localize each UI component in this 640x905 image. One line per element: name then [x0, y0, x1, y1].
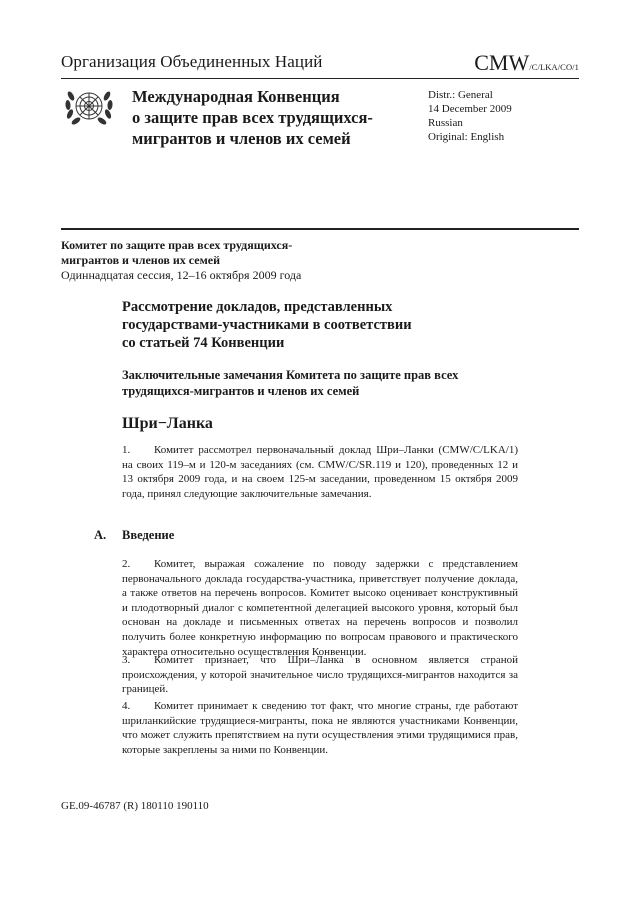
convention-title-line: мигрантов и членов их семей — [132, 129, 351, 148]
main-heading — [122, 298, 412, 352]
distribution-type: Distr.: General — [428, 89, 493, 101]
paragraph-text: Комитет признает, что Шри–Ланка в основном является страной происхождения, у которой значительное число трудящихся-мигрантов находится за границей. — [122, 654, 518, 696]
original-language: Original: English — [428, 131, 505, 143]
convention-title — [132, 86, 373, 149]
committee-name-line: мигрантов и членов их семей — [61, 253, 221, 267]
paragraph-text: Комитет принимает к сведению тот факт, что многие страны, где работают шриланкийские трудящиеся-мигранты, пока не являются участниками Конвенции, что может служить препятствием на пути осуществления этими трудящимися прав, которые закреплены за ними по Конвенции. — [122, 700, 518, 756]
paragraph-text: Комитет, выражая сожаление по поводу задержки с представлением первоначального доклада государства-участника, приветствует получение доклада, а также ответов на перечень вопросов. Комитет высоко оценивает конструктивный и плодотворный диалог с компетентной делегацией высокого уровня, который был основан на докладе и письменных ответах на перечень вопросов и позволил получить более конкретную информацию по вопросам правового и практического характера относительно осуществления Конвенции. — [122, 558, 518, 658]
document-symbol-suffix: /C/LKA/CO/1 — [529, 62, 579, 72]
paragraph — [122, 653, 518, 697]
convention-title-line: Международная Конвенция — [132, 87, 340, 106]
country-heading: Шри−Ланка — [122, 415, 213, 432]
paragraph-number: 4. — [122, 700, 131, 712]
section-rule — [61, 228, 579, 230]
sub-heading-line: Заключительные замечания Комитета по защите прав всех — [122, 368, 459, 382]
document-symbol — [474, 50, 579, 76]
committee-name-line: Комитет по защите прав всех трудящихся- — [61, 238, 293, 252]
main-heading-line: государствами-участниками в соответствии — [122, 317, 412, 333]
section-title: Введение — [122, 528, 175, 542]
sub-heading-line: трудящихся-мигрантов и членов их семей — [122, 384, 360, 398]
paragraph — [122, 699, 518, 757]
paragraph-number: 2. — [122, 558, 131, 570]
un-emblem-icon — [63, 84, 115, 130]
organization-name: Организация Объединенных Наций — [61, 52, 323, 71]
document-symbol-main: CMW — [474, 50, 530, 75]
session-info: Одиннадцатая сессия, 12–16 октября 2009 года — [61, 268, 302, 282]
document-date: 14 December 2009 — [428, 103, 512, 115]
section-heading — [94, 528, 174, 543]
sub-heading — [122, 367, 458, 399]
paragraph-number: 3. — [122, 654, 131, 666]
paragraph-text: Комитет рассмотрел первоначальный доклад Шри–Ланки (CMW/C/LKA/1) на своих 119–м и 120-м заседаниях (см. CMW/C/SR.119 и 120), проведенных 12 и 13 октября 2009 года, и на своем 125-м заседании, проведенном 15 октября 2009 года, принял следующие заключительные замечания. — [122, 444, 518, 500]
header-rule — [61, 78, 579, 79]
main-heading-line: Рассмотрение докладов, представленных — [122, 299, 393, 315]
committee-block — [61, 238, 301, 283]
job-number: GE.09-46787 (R) 180110 190110 — [61, 800, 209, 812]
main-heading-line: со статьей 74 Конвенции — [122, 335, 285, 351]
paragraph-number: 1. — [122, 444, 131, 456]
convention-title-line: о защите прав всех трудящихся- — [132, 108, 373, 127]
paragraph — [122, 443, 518, 501]
paragraph — [122, 557, 518, 659]
document-language: Russian — [428, 117, 463, 129]
distribution-block — [428, 88, 512, 144]
section-letter: A. — [94, 528, 107, 542]
